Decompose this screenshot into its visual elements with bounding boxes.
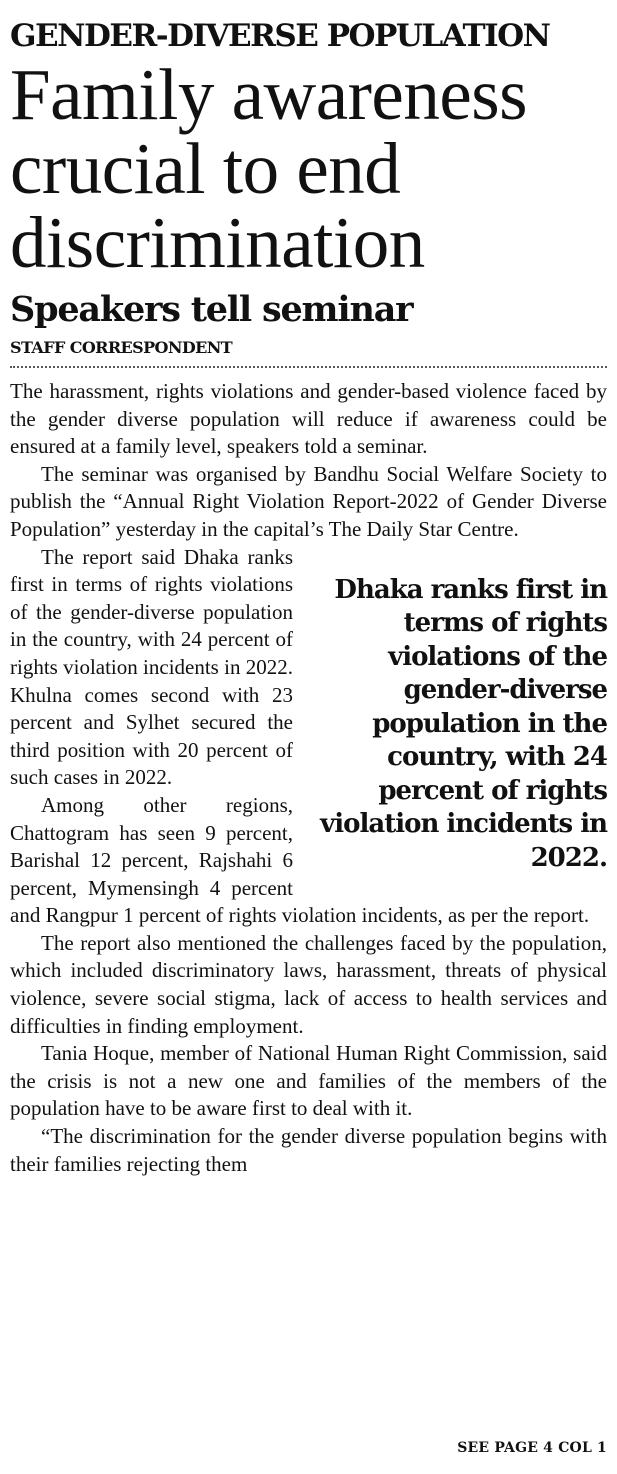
headline-line: Family awareness	[10, 54, 528, 135]
paragraph: “The discrimination for the gender diverse population begins with their families rejecting them	[10, 1124, 607, 1176]
paragraph: The seminar was organised by Bandhu Social Welfare Society to publish the “Annual Right Violation Report-2022 of Gender Diverse Population” yesterday in the capital’s The Daily Star Centre.	[10, 461, 607, 541]
headline	[10, 54, 607, 283]
paragraph: The report also mentioned the challenges faced by the population, which included discriminatory laws, harassment, threats of physical violence, severe social stigma, lack of access to health services and difficulties in finding employment.	[10, 930, 607, 1038]
continuation-line: SEE PAGE 4 COL 1	[457, 1440, 607, 1456]
paragraph: The report said Dhaka ranks first in terms of rights violations of the gender-diverse population in the country, with 24 percent of rights violation incidents in 2022. Khulna comes second with 23 percent and Sylhet secured the third position with 20 percent of such cases in 2022.	[10, 544, 293, 790]
news-article	[10, 16, 607, 1178]
pull-quote: Dhaka ranks first in terms of rights violations of the gender-diverse population in the country, with 24 percent of rights violation incidents in 2022.	[320, 574, 607, 873]
paragraph: Tania Hoque, member of National Human Right Commission, said the crisis is not a new one and families of the members of the population have to be aware first to deal with it.	[10, 1041, 607, 1121]
paragraph: Among other regions, Chattogram has seen 9 percent, Barishal 12 percent, Rajshahi 6 percent, Mymensingh 4 percent and Rangpur 1 percent of rights violation incidents, as per the report.	[10, 792, 590, 928]
article-body	[10, 378, 607, 1178]
byline: STAFF CORRESPONDENT	[10, 338, 233, 357]
paragraph: The harassment, rights violations and gender-based violence faced by the gender diverse population will reduce if awareness could be ensured at a family level, speakers told a seminar.	[10, 379, 607, 459]
dotted-divider	[10, 366, 607, 368]
headline-line: crucial to end	[10, 128, 401, 209]
subheadline: Speakers tell seminar	[10, 289, 413, 330]
kicker: GENDER-DIVERSE POPULATION	[10, 18, 550, 54]
headline-line: discrimination	[10, 202, 425, 283]
